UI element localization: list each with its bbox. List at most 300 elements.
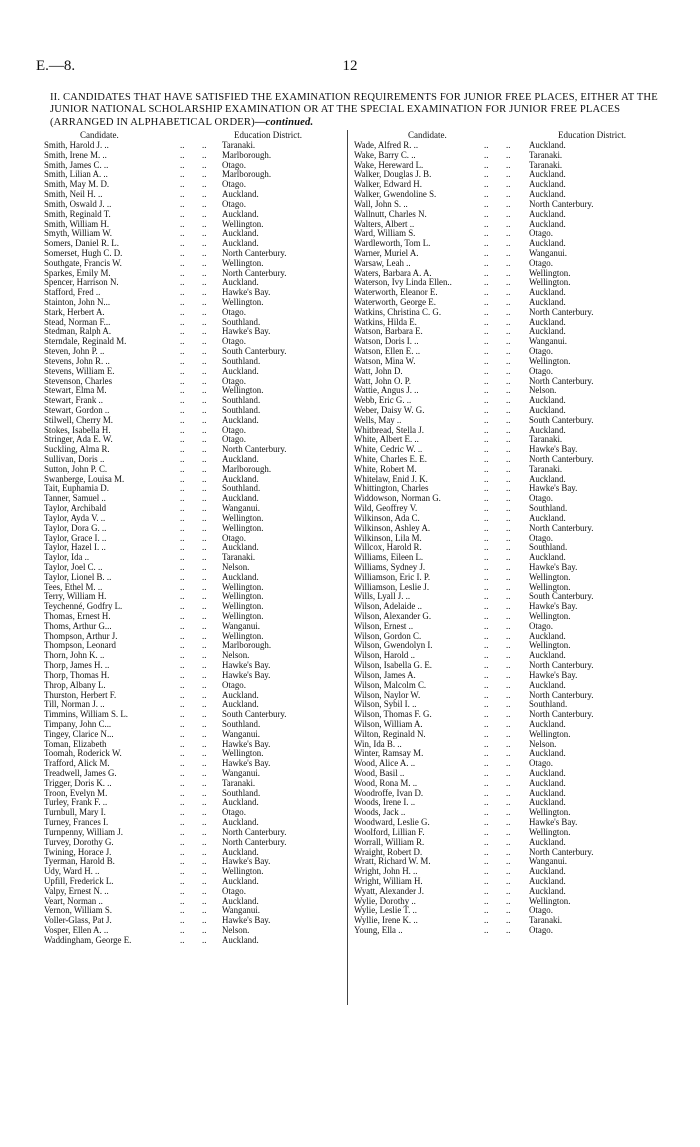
leader-dots: .. bbox=[484, 287, 489, 298]
candidate-name: Spencer, Harrison N. bbox=[44, 277, 119, 288]
education-district: Auckland. bbox=[222, 208, 259, 219]
leader-dots: .. bbox=[506, 404, 511, 415]
leader-dots: .. bbox=[484, 738, 489, 749]
leader-dots: .. bbox=[506, 552, 511, 563]
candidate-name: Wyllie, Irene K. .. bbox=[354, 915, 418, 926]
candidate-row bbox=[44, 936, 339, 946]
leader-dots: .. bbox=[506, 355, 511, 366]
education-district: Hawke's Bay. bbox=[222, 669, 271, 680]
candidate-name: Worrall, William R. bbox=[354, 836, 425, 847]
candidate-name: Taylor, Archibald bbox=[44, 503, 107, 514]
leader-dots: .. bbox=[484, 444, 489, 455]
leader-dots: .. bbox=[202, 493, 207, 504]
leader-dots: .. bbox=[180, 895, 185, 906]
leader-dots: .. bbox=[506, 856, 511, 867]
candidate-name: Taylor, Joel C. .. bbox=[44, 561, 103, 572]
leader-dots: .. bbox=[506, 836, 511, 847]
education-district: Wellington. bbox=[529, 826, 571, 837]
education-district: Otago. bbox=[529, 493, 553, 504]
education-district: Wanganui. bbox=[222, 905, 260, 916]
leader-dots: .. bbox=[202, 140, 207, 150]
leader-dots: .. bbox=[180, 581, 185, 592]
leader-dots: .. bbox=[506, 149, 511, 160]
leader-dots: .. bbox=[180, 561, 185, 572]
leader-dots: .. bbox=[180, 326, 185, 337]
leader-dots: .. bbox=[202, 660, 207, 671]
leader-dots: .. bbox=[180, 728, 185, 739]
leader-dots: .. bbox=[202, 346, 207, 357]
candidate-name: Wilson, Harold .. bbox=[354, 650, 416, 661]
leader-dots: .. bbox=[202, 552, 207, 563]
leader-dots: .. bbox=[180, 208, 185, 219]
leader-dots: .. bbox=[484, 404, 489, 415]
candidate-name: Warner, Muriel A. bbox=[354, 247, 419, 258]
education-district: Wellington. bbox=[222, 512, 264, 523]
education-district: Taranaki. bbox=[222, 777, 256, 788]
leader-dots: .. bbox=[180, 738, 185, 749]
leader-dots: .. bbox=[180, 503, 185, 514]
leader-dots: .. bbox=[202, 826, 207, 837]
leader-dots: .. bbox=[484, 198, 489, 209]
candidate-name: Tingey, Clarice N... bbox=[44, 728, 114, 739]
candidate-name: Wall, John S. .. bbox=[354, 198, 408, 209]
education-district: Nelson. bbox=[529, 385, 557, 396]
education-district: Auckland. bbox=[529, 218, 566, 229]
leader-dots: .. bbox=[506, 650, 511, 661]
candidate-name: Tees, Ethel M. .. bbox=[44, 581, 103, 592]
education-district: Marlborough. bbox=[222, 640, 272, 651]
candidate-name: Tanner, Samuel .. bbox=[44, 493, 106, 504]
leader-dots: .. bbox=[202, 718, 207, 729]
candidate-name: Teychenné, Godfry L. bbox=[44, 601, 123, 612]
candidate-name: Wills, Lyall J. .. bbox=[354, 591, 411, 602]
leader-dots: .. bbox=[202, 650, 207, 661]
leader-dots: .. bbox=[506, 738, 511, 749]
leader-dots: .. bbox=[180, 375, 185, 386]
candidate-name: Stainton, John N... bbox=[44, 297, 111, 307]
education-district: Auckland. bbox=[529, 777, 566, 788]
education-district: Auckland. bbox=[529, 395, 566, 406]
leader-dots: .. bbox=[506, 866, 511, 877]
leader-dots: .. bbox=[506, 591, 511, 602]
leader-dots: .. bbox=[506, 179, 511, 190]
leader-dots: .. bbox=[484, 611, 489, 621]
candidate-name: Swanberge, Louisa M. bbox=[44, 473, 125, 484]
candidate-name: Waterson, Ivy Linda Ellen.. bbox=[354, 277, 452, 288]
leader-dots: .. bbox=[484, 709, 489, 720]
leader-dots: .. bbox=[484, 640, 489, 651]
leader-dots: .. bbox=[484, 434, 489, 445]
leader-dots: .. bbox=[180, 620, 185, 631]
education-district: Hawke's Bay. bbox=[222, 758, 271, 769]
leader-dots: .. bbox=[506, 473, 511, 484]
leader-dots: .. bbox=[180, 856, 185, 867]
candidate-name: Webb, Eric G. .. bbox=[354, 395, 412, 406]
education-district: Wellington. bbox=[529, 807, 571, 818]
leader-dots: .. bbox=[202, 591, 207, 602]
candidate-header: Candidate. bbox=[80, 130, 119, 140]
candidate-name: Stokes, Isabella H. bbox=[44, 424, 111, 435]
candidate-name: Williams, Sydney J. bbox=[354, 561, 426, 572]
education-district: Wanganui. bbox=[222, 503, 260, 514]
education-district: South Canterbury. bbox=[529, 414, 594, 425]
education-district: Auckland. bbox=[222, 817, 259, 828]
leader-dots: .. bbox=[202, 336, 207, 347]
leader-dots: .. bbox=[180, 247, 185, 258]
candidate-name: Waterworth, George E. bbox=[354, 297, 436, 307]
education-district: North Canterbury. bbox=[529, 660, 594, 671]
candidate-name: Steven, John P. .. bbox=[44, 346, 105, 357]
leader-dots: .. bbox=[180, 777, 185, 788]
education-district: North Canterbury. bbox=[222, 444, 287, 455]
candidate-name: Throp, Albany L. bbox=[44, 679, 106, 690]
education-district: Auckland. bbox=[529, 287, 566, 298]
leader-dots: .. bbox=[180, 611, 185, 621]
leader-dots: .. bbox=[506, 875, 511, 886]
leader-dots: .. bbox=[202, 218, 207, 229]
leader-dots: .. bbox=[202, 404, 207, 415]
leader-dots: .. bbox=[484, 728, 489, 739]
candidate-name: Southgate, Francis W. bbox=[44, 257, 122, 268]
leader-dots: .. bbox=[506, 542, 511, 553]
leader-dots: .. bbox=[506, 817, 511, 828]
leader-dots: .. bbox=[484, 463, 489, 474]
education-district: Otago. bbox=[222, 807, 246, 818]
education-district: North Canterbury. bbox=[222, 247, 287, 258]
leader-dots: .. bbox=[484, 689, 489, 700]
leader-dots: .. bbox=[180, 650, 185, 661]
candidate-name: Valpy, Ernest N. .. bbox=[44, 885, 109, 896]
education-district: Nelson. bbox=[222, 925, 250, 935]
leader-dots: .. bbox=[202, 257, 207, 268]
candidate-name: Troon, Evelyn M. bbox=[44, 787, 108, 798]
candidate-name: Watkins, Hilda E. bbox=[354, 316, 417, 327]
candidate-name: Taylor, Dora G. .. bbox=[44, 522, 107, 533]
candidate-name: Wilson, Adelaide .. bbox=[354, 601, 422, 612]
education-district: Otago. bbox=[222, 306, 246, 317]
leader-dots: .. bbox=[506, 620, 511, 631]
candidates-column-left bbox=[44, 130, 339, 946]
leader-dots: .. bbox=[202, 679, 207, 690]
leader-dots: .. bbox=[202, 414, 207, 425]
candidate-name: Taylor, Hazel I. .. bbox=[44, 542, 106, 553]
leader-dots: .. bbox=[506, 336, 511, 347]
leader-dots: .. bbox=[506, 316, 511, 327]
education-district: Otago. bbox=[529, 905, 553, 916]
education-district: Auckland. bbox=[222, 238, 259, 249]
candidate-name: Wylie, Dorothy .. bbox=[354, 895, 416, 906]
leader-dots: .. bbox=[484, 424, 489, 435]
candidate-name: Wright, William H. bbox=[354, 875, 423, 886]
candidate-name: Stark, Herbert A. bbox=[44, 306, 105, 317]
education-district: Auckland. bbox=[529, 768, 566, 778]
education-district: Southland. bbox=[222, 718, 261, 729]
education-district: North Canterbury. bbox=[529, 198, 594, 209]
leader-dots: .. bbox=[484, 571, 489, 582]
education-district: Auckland. bbox=[529, 630, 566, 641]
education-district: Marlborough. bbox=[222, 463, 272, 474]
education-district: Auckland. bbox=[222, 699, 259, 710]
education-district: Auckland. bbox=[529, 748, 566, 759]
candidate-name: Wood, Basil .. bbox=[354, 768, 405, 778]
education-district: North Canterbury. bbox=[529, 522, 594, 533]
leader-dots: .. bbox=[484, 247, 489, 258]
leader-dots: .. bbox=[202, 925, 207, 935]
education-district: Auckland. bbox=[222, 277, 259, 288]
candidate-name: Stafford, Fred .. bbox=[44, 287, 101, 298]
candidate-name: Thorp, Thomas H. bbox=[44, 669, 110, 680]
leader-dots: .. bbox=[484, 140, 489, 150]
candidate-name: Smith, Oswald J. .. bbox=[44, 198, 112, 209]
education-district: Auckland. bbox=[529, 316, 566, 327]
education-district: Auckland. bbox=[529, 326, 566, 337]
leader-dots: .. bbox=[202, 375, 207, 386]
leader-dots: .. bbox=[202, 748, 207, 759]
leader-dots: .. bbox=[484, 149, 489, 160]
education-district: Hawke's Bay. bbox=[222, 287, 271, 298]
candidate-name: Wood, Rona M. .. bbox=[354, 777, 418, 788]
page-number: 12 bbox=[342, 58, 358, 74]
leader-dots: .. bbox=[180, 306, 185, 317]
leader-dots: .. bbox=[484, 169, 489, 180]
education-district: Wanganui. bbox=[222, 728, 260, 739]
education-district: Auckland. bbox=[222, 689, 259, 700]
candidate-name: Williamson, Eric I. P. bbox=[354, 571, 431, 582]
education-district: Wellington. bbox=[222, 866, 264, 877]
candidate-name: Tait, Euphamia D. bbox=[44, 483, 109, 494]
leader-dots: .. bbox=[180, 149, 185, 160]
education-district: Auckland. bbox=[529, 473, 566, 484]
leader-dots: .. bbox=[180, 797, 185, 808]
education-district: Auckland. bbox=[529, 297, 566, 307]
leader-dots: .. bbox=[506, 522, 511, 533]
education-district: North Canterbury. bbox=[529, 454, 594, 464]
leader-dots: .. bbox=[484, 679, 489, 690]
leader-dots: .. bbox=[484, 650, 489, 661]
candidate-name: Wilson, Gordon C. bbox=[354, 630, 422, 641]
leader-dots: .. bbox=[484, 787, 489, 798]
leader-dots: .. bbox=[202, 355, 207, 366]
candidate-name: Thorn, John K. .. bbox=[44, 650, 105, 661]
leader-dots: .. bbox=[506, 414, 511, 425]
leader-dots: .. bbox=[484, 503, 489, 514]
leader-dots: .. bbox=[484, 454, 489, 464]
candidate-name: Stevens, William E. bbox=[44, 365, 115, 376]
candidate-name: Thompson, Arthur J. bbox=[44, 630, 118, 641]
leader-dots: .. bbox=[506, 728, 511, 739]
education-district: Otago. bbox=[529, 925, 553, 935]
candidate-name: Willcox, Harold R. bbox=[354, 542, 422, 553]
education-district: Taranaki. bbox=[529, 434, 563, 445]
leader-dots: .. bbox=[506, 669, 511, 680]
candidate-name: Stevens, John R. .. bbox=[44, 355, 110, 366]
leader-dots: .. bbox=[202, 777, 207, 788]
leader-dots: .. bbox=[180, 522, 185, 533]
candidate-name: Wilson, Sybil I. .. bbox=[354, 699, 417, 710]
leader-dots: .. bbox=[202, 758, 207, 769]
leader-dots: .. bbox=[506, 395, 511, 406]
leader-dots: .. bbox=[180, 473, 185, 484]
candidate-name: Stewart, Elma M. bbox=[44, 385, 107, 396]
leader-dots: .. bbox=[506, 768, 511, 778]
candidate-name: Walker, Douglas J. B. bbox=[354, 169, 432, 180]
candidate-name: Winter, Ramsay M. bbox=[354, 748, 424, 759]
candidate-name: Wilson, Thomas F. G. bbox=[354, 709, 432, 720]
leader-dots: .. bbox=[506, 777, 511, 788]
leader-dots: .. bbox=[180, 365, 185, 376]
education-district: North Canterbury. bbox=[529, 306, 594, 317]
leader-dots: .. bbox=[202, 571, 207, 582]
leader-dots: .. bbox=[506, 424, 511, 435]
leader-dots: .. bbox=[202, 532, 207, 543]
leader-dots: .. bbox=[484, 385, 489, 396]
education-district: Wellington. bbox=[222, 257, 264, 268]
candidate-name: Vernon, William S. bbox=[44, 905, 113, 916]
candidate-name: Watt, John D. bbox=[354, 365, 403, 376]
candidate-name: Wraight, Robert D. bbox=[354, 846, 423, 857]
leader-dots: .. bbox=[202, 630, 207, 641]
leader-dots: .. bbox=[506, 561, 511, 572]
candidate-name: Taylor, Grace I. .. bbox=[44, 532, 107, 543]
candidate-name: Wood, Alice A. .. bbox=[354, 758, 416, 769]
leader-dots: .. bbox=[506, 905, 511, 916]
education-district: Taranaki. bbox=[222, 552, 256, 563]
education-district: Wellington. bbox=[529, 571, 571, 582]
candidate-name: Stedman, Ralph A. bbox=[44, 326, 112, 337]
district-header: Education District. bbox=[558, 130, 626, 140]
leader-dots: .. bbox=[484, 179, 489, 190]
education-district: Otago. bbox=[222, 179, 246, 190]
candidate-name: Ward, William S. bbox=[354, 228, 416, 239]
candidate-name: Toomah, Roderick W. bbox=[44, 748, 122, 759]
candidate-name: Wilson, James A. bbox=[354, 669, 416, 680]
leader-dots: .. bbox=[202, 365, 207, 376]
leader-dots: .. bbox=[484, 395, 489, 406]
leader-dots: .. bbox=[202, 699, 207, 710]
leader-dots: .. bbox=[180, 238, 185, 249]
candidate-name: Smith, Harold J. .. bbox=[44, 140, 109, 150]
leader-dots: .. bbox=[202, 483, 207, 494]
candidate-name: White, Cedric W. .. bbox=[354, 444, 423, 455]
candidate-name: Wilson, William A. bbox=[354, 718, 423, 729]
education-district: North Canterbury. bbox=[529, 375, 594, 386]
leader-dots: .. bbox=[202, 169, 207, 180]
leader-dots: .. bbox=[202, 159, 207, 170]
education-district: Otago. bbox=[529, 532, 553, 543]
leader-dots: .. bbox=[484, 267, 489, 278]
candidate-name: Watson, Barbara E. bbox=[354, 326, 423, 337]
candidate-name: Smyth, William W. bbox=[44, 228, 113, 239]
leader-dots: .. bbox=[484, 522, 489, 533]
candidate-name: Wattie, Angus J. .. bbox=[354, 385, 419, 396]
candidate-name: Wilson, Naylor W. bbox=[354, 689, 421, 700]
education-district: Wellington. bbox=[529, 640, 571, 651]
candidate-name: Woolford, Lillian F. bbox=[354, 826, 425, 837]
education-district: Nelson. bbox=[222, 561, 250, 572]
leader-dots: .. bbox=[484, 826, 489, 837]
leader-dots: .. bbox=[180, 679, 185, 690]
leader-dots: .. bbox=[180, 493, 185, 504]
education-district: Southland. bbox=[222, 404, 261, 415]
leader-dots: .. bbox=[484, 473, 489, 484]
candidate-name: Vosper, Ellen A. .. bbox=[44, 925, 109, 935]
leader-dots: .. bbox=[484, 316, 489, 327]
leader-dots: .. bbox=[202, 267, 207, 278]
candidate-header: Candidate. bbox=[408, 130, 447, 140]
leader-dots: .. bbox=[180, 257, 185, 268]
candidate-name: Upfill, Frederick L. bbox=[44, 875, 114, 886]
education-district: Southland. bbox=[222, 395, 261, 406]
education-district: Auckland. bbox=[529, 787, 566, 798]
leader-dots: .. bbox=[180, 444, 185, 455]
education-district: Wellington. bbox=[529, 267, 571, 278]
leader-dots: .. bbox=[180, 542, 185, 553]
leader-dots: .. bbox=[506, 287, 511, 298]
candidate-name: Turley, Frank F. .. bbox=[44, 797, 108, 808]
education-district: Southland. bbox=[222, 483, 261, 494]
candidate-name: Wake, Barry C. .. bbox=[354, 149, 416, 160]
leader-dots: .. bbox=[180, 709, 185, 720]
leader-dots: .. bbox=[180, 875, 185, 886]
leader-dots: .. bbox=[484, 189, 489, 200]
leader-dots: .. bbox=[180, 414, 185, 425]
leader-dots: .. bbox=[484, 777, 489, 788]
leader-dots: .. bbox=[484, 208, 489, 219]
education-district: Auckland. bbox=[529, 238, 566, 249]
education-district: South Canterbury. bbox=[529, 591, 594, 602]
education-district: Auckland. bbox=[529, 512, 566, 523]
leader-dots: .. bbox=[202, 836, 207, 847]
candidate-name: Walters, Albert .. bbox=[354, 218, 415, 229]
leader-dots: .. bbox=[202, 306, 207, 317]
education-district: Otago. bbox=[222, 885, 246, 896]
leader-dots: .. bbox=[180, 905, 185, 916]
leader-dots: .. bbox=[180, 463, 185, 474]
candidate-name: Wells, May .. bbox=[354, 414, 402, 425]
education-district: North Canterbury. bbox=[529, 689, 594, 700]
leader-dots: .. bbox=[180, 434, 185, 445]
leader-dots: .. bbox=[180, 189, 185, 200]
candidate-name: Stewart, Gordon .. bbox=[44, 404, 110, 415]
education-district: Auckland. bbox=[222, 189, 259, 200]
education-district: Wellington. bbox=[222, 591, 264, 602]
leader-dots: .. bbox=[180, 660, 185, 671]
candidate-name: Taylor, Ayda V. .. bbox=[44, 512, 106, 523]
leader-dots: .. bbox=[202, 247, 207, 258]
leader-dots: .. bbox=[484, 591, 489, 602]
leader-dots: .. bbox=[202, 581, 207, 592]
leader-dots: .. bbox=[180, 689, 185, 700]
leader-dots: .. bbox=[506, 198, 511, 209]
candidate-name: Smith, Neil H. .. bbox=[44, 189, 103, 200]
leader-dots: .. bbox=[484, 718, 489, 729]
candidate-name: Wilkinson, Ada C. bbox=[354, 512, 420, 523]
candidate-name: Turnpenny, William J. bbox=[44, 826, 123, 837]
leader-dots: .. bbox=[180, 198, 185, 209]
leader-dots: .. bbox=[484, 669, 489, 680]
leader-dots: .. bbox=[484, 925, 489, 935]
leader-dots: .. bbox=[506, 503, 511, 514]
candidate-row bbox=[348, 926, 658, 936]
education-district: Southland. bbox=[222, 316, 261, 327]
candidate-name: Sparkes, Emily M. bbox=[44, 267, 111, 278]
section-title-text: II. CANDIDATES THAT HAVE SATISFIED THE EXAMINATION REQUIREMENTS FOR JUNIOR FREE PLACES, EITHER AT THE JUNIOR NATIONAL SCHOLARSHIP EXAMINATION OR AT THE SPECIAL EXAMINATION FOR JUNIOR FREE PLACES (ARRANGED IN ALPHABETICAL ORDER) bbox=[50, 92, 658, 128]
leader-dots: .. bbox=[506, 709, 511, 720]
leader-dots: .. bbox=[506, 758, 511, 769]
candidate-name: Waddingham, George E. bbox=[44, 934, 132, 945]
leader-dots: .. bbox=[484, 297, 489, 307]
education-district: North Canterbury. bbox=[222, 836, 287, 847]
